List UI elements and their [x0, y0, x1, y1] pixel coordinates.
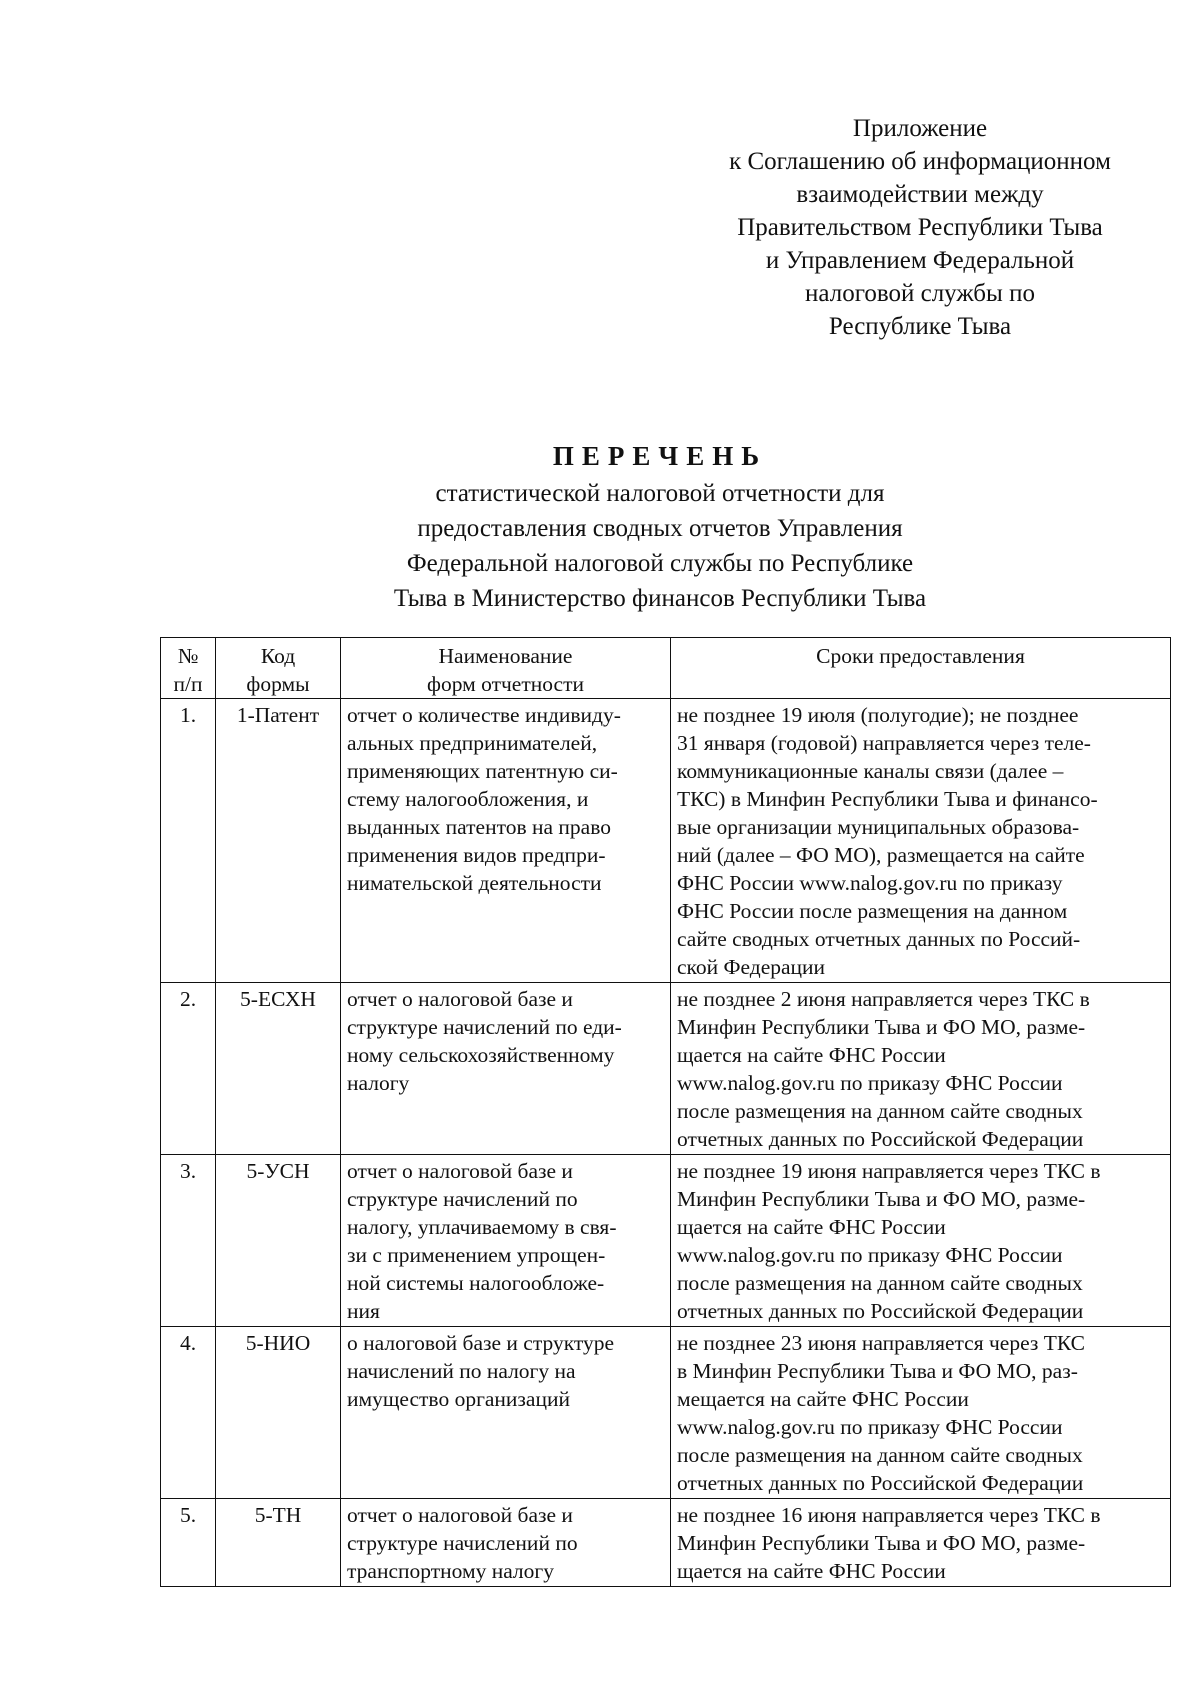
- appendix-line: налоговой службы по: [805, 280, 1035, 307]
- appendix-line: Правительством Республики Тыва: [737, 214, 1103, 241]
- form-name-line: структуре начислений по еди-: [347, 1015, 622, 1039]
- subtitle-line: Федеральной налоговой службы по Республике: [406, 550, 914, 577]
- header-terms: [671, 638, 1171, 699]
- appendix-line: и Управлением Федеральной: [765, 247, 1075, 274]
- terms-line: щается на сайте ФНС России: [677, 1215, 946, 1239]
- appendix-line: Приложение: [852, 115, 988, 142]
- form-name-line: применения видов предпри-: [347, 843, 606, 867]
- terms-line: отчетных данных по Российской Федерации: [677, 1299, 1084, 1323]
- header-form-name: [341, 638, 671, 699]
- subtitle-line: Тыва в Министерство финансов Республики Тыва: [393, 585, 927, 612]
- form-name-line: стему налогообложения, и: [347, 787, 589, 811]
- terms-line: после размещения на данном сайте сводных: [677, 1099, 1083, 1123]
- terms-line: после размещения на данном сайте сводных: [677, 1271, 1083, 1295]
- form-name: [341, 983, 671, 1155]
- terms-line: не позднее 2 июня направляется через ТКС в: [677, 987, 1090, 1011]
- form-name: [341, 699, 671, 983]
- form-name-line: отчет о налоговой базе и: [347, 1159, 573, 1183]
- terms-line: не позднее 16 июня направляется через ТКС в: [677, 1503, 1101, 1527]
- form-code: 5-ТН: [216, 1499, 341, 1587]
- form-name-line: отчет о налоговой базе и: [347, 1503, 573, 1527]
- appendix-line: взаимодействии между: [796, 181, 1044, 208]
- header-text: форм отчетности: [427, 672, 584, 696]
- table-header-row: [161, 638, 1171, 699]
- document-subtitle: [160, 476, 1160, 616]
- row-number: 2.: [161, 983, 216, 1155]
- subtitle-line: предоставления сводных отчетов Управления: [417, 515, 903, 542]
- row-number: 1.: [161, 699, 216, 983]
- subtitle-line: статистической налоговой отчетности для: [435, 480, 885, 507]
- form-name-line: выданных патентов на право: [347, 815, 611, 839]
- form-name: [341, 1155, 671, 1327]
- terms-cell-clip: [677, 1501, 1164, 1585]
- terms-line: отчетных данных по Российской Федерации: [677, 1127, 1084, 1151]
- table-row: [161, 1327, 1171, 1499]
- row-number: 5.: [161, 1499, 216, 1587]
- form-name-line: структуре начислений по: [347, 1187, 578, 1211]
- header-text: Код: [260, 644, 296, 668]
- terms-line: ФНС России www.nalog.gov.ru по приказу: [677, 871, 1063, 895]
- terms-line: www.nalog.gov.ru по приказу ФНС России: [677, 1071, 1063, 1095]
- form-name-line: имущество организаций: [347, 1387, 570, 1411]
- table-row: [161, 1155, 1171, 1327]
- form-code: 5-УСН: [216, 1155, 341, 1327]
- terms-line: Минфин Республики Тыва и ФО МО, разме-: [677, 1187, 1086, 1211]
- terms-line: мещается на сайте ФНС России: [677, 1387, 969, 1411]
- terms-line: ТКС) в Минфин Республики Тыва и финансо-: [677, 787, 1098, 811]
- appendix-line: Республике Тыва: [828, 313, 1012, 340]
- form-name-line: ной системы налогообложе-: [347, 1271, 605, 1295]
- form-name-line: ному сельскохозяйственному: [347, 1043, 615, 1067]
- terms-line: Минфин Республики Тыва и ФО МО, разме-: [677, 1015, 1086, 1039]
- row-number: 3.: [161, 1155, 216, 1327]
- submission-terms: [671, 983, 1171, 1155]
- terms-line: не позднее 19 июля (полугодие); не позднее: [677, 703, 1079, 727]
- terms-line: не позднее 19 июня направляется через ТКС в: [677, 1159, 1101, 1183]
- form-name-line: отчет о налоговой базе и: [347, 987, 573, 1011]
- terms-line: отчетных данных по Российской Федерации: [677, 1471, 1084, 1495]
- terms-line: www.nalog.gov.ru по приказу ФНС России: [677, 1243, 1063, 1267]
- table-row: [161, 1499, 1171, 1587]
- form-name-line: налогу, уплачиваемому в свя-: [347, 1215, 617, 1239]
- terms-line: не позднее 23 июня направляется через ТКС: [677, 1331, 1086, 1355]
- terms-line: Минфин Республики Тыва и ФО МО, разме-: [677, 1531, 1086, 1555]
- form-name-line: отчет о количестве индивиду-: [347, 703, 621, 727]
- terms-line: в Минфин Республики Тыва и ФО МО, раз-: [677, 1359, 1078, 1383]
- terms-line: щается на сайте ФНС России: [677, 1043, 946, 1067]
- submission-terms: [671, 1327, 1171, 1499]
- terms-line: коммуникационные каналы связи (далее –: [677, 759, 1064, 783]
- form-name: [341, 1499, 671, 1587]
- table-row: [161, 983, 1171, 1155]
- header-form-code: [216, 638, 341, 699]
- form-code: 5-ЕСХН: [216, 983, 341, 1155]
- header-text: №: [177, 644, 199, 668]
- form-name-line: ния: [347, 1299, 380, 1323]
- form-name-line: альных предпринимателей,: [347, 731, 598, 755]
- document-title: ПЕРЕЧЕНЬ: [552, 441, 768, 471]
- terms-line: щается на сайте ФНС России: [677, 1559, 946, 1583]
- header-text: Сроки предоставления: [816, 644, 1025, 668]
- header-text: п/п: [173, 672, 203, 696]
- form-name-line: о налоговой базе и структуре: [347, 1331, 615, 1355]
- terms-line: www.nalog.gov.ru по приказу ФНС России: [677, 1415, 1063, 1439]
- terms-line: ФНС России после размещения на данном: [677, 899, 1068, 923]
- form-name-line: транспортному налогу: [347, 1559, 554, 1583]
- document-title-block: [160, 438, 1160, 616]
- form-name-line: структуре начислений по: [347, 1531, 578, 1555]
- terms-line: 31 января (годовой) направляется через теле-: [677, 731, 1091, 755]
- form-name-line: применяющих патентную си-: [347, 759, 618, 783]
- appendix-heading: [690, 112, 1150, 343]
- form-name-line: начислений по налогу на: [347, 1359, 576, 1383]
- terms-line: ний (далее – ФО МО), размещается на сайте: [677, 843, 1085, 867]
- header-number: [161, 638, 216, 699]
- submission-terms: [671, 1499, 1171, 1587]
- terms-line: ской Федерации: [677, 955, 826, 979]
- header-text: Наименование: [438, 644, 573, 668]
- form-name-cell-clip: [347, 1501, 664, 1585]
- row-number: 4.: [161, 1327, 216, 1499]
- form-name: [341, 1327, 671, 1499]
- header-text: формы: [246, 672, 310, 696]
- submission-terms: [671, 699, 1171, 983]
- form-code: 5-НИО: [216, 1327, 341, 1499]
- form-name-line: нимательской деятельности: [347, 871, 602, 895]
- appendix-line: к Соглашению об информационном: [729, 148, 1111, 175]
- submission-terms: [671, 1155, 1171, 1327]
- terms-line: после размещения на данном сайте сводных: [677, 1443, 1083, 1467]
- form-name-line: зи с применением упрощен-: [347, 1243, 606, 1267]
- form-name-line: налогу: [347, 1071, 410, 1095]
- report-list-table: [160, 637, 1171, 1587]
- form-code: 1-Патент: [216, 699, 341, 983]
- table-row: [161, 699, 1171, 983]
- terms-line: сайте сводных отчетных данных по Россий-: [677, 927, 1081, 951]
- terms-line: вые организации муниципальных образова-: [677, 815, 1080, 839]
